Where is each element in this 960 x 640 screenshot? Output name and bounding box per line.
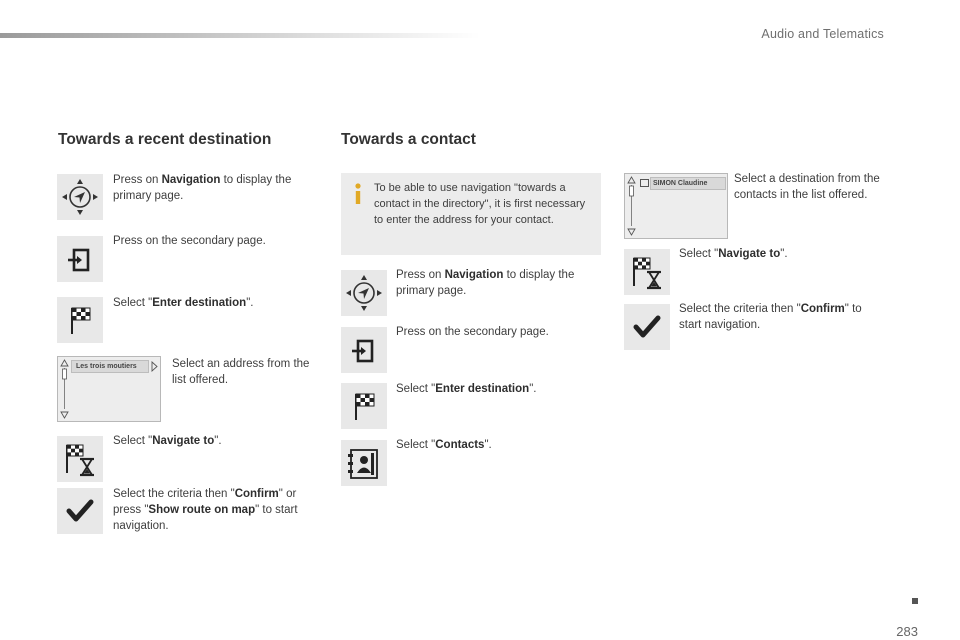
header-bar	[0, 33, 480, 38]
navigation-button-icon	[57, 174, 103, 220]
navigation-button-icon	[341, 270, 387, 316]
chevron-right-icon	[151, 361, 158, 372]
middle-step-4-text: Select "Contacts".	[396, 439, 492, 451]
address-list-screen	[57, 356, 161, 422]
info-icon	[353, 183, 363, 205]
page-marker	[912, 598, 918, 604]
navigate-to-icon	[624, 249, 670, 295]
page-number: 283	[896, 624, 918, 639]
contact-card-icon	[640, 179, 649, 187]
left-step-4-text: Select an address from the list offered.	[172, 358, 310, 386]
secondary-page-icon	[57, 236, 103, 282]
right-step-2-text: Select "Navigate to".	[679, 248, 788, 260]
address-list-item: Les trois moutiers	[71, 360, 149, 373]
destination-flag-icon	[57, 297, 103, 343]
left-step-6-text: Select the criteria then "Confirm" or press "Show route on map" to start navigation.	[113, 488, 298, 532]
middle-step-2-text: Press on the secondary page.	[396, 326, 549, 338]
destination-flag-icon	[341, 383, 387, 429]
middle-step-1-text: Press on Navigation to display the primary page.	[396, 269, 575, 297]
list-scrollbar-icon	[627, 176, 636, 236]
right-step-1-text: Select a destination from the contacts in the list offered.	[734, 173, 880, 201]
confirm-check-icon	[57, 488, 103, 534]
left-step-1-text: Press on Navigation to display the primary page.	[113, 174, 292, 202]
list-scrollbar-icon	[60, 359, 69, 419]
section-header-title: Audio and Telematics	[761, 27, 884, 41]
left-step-2-text: Press on the secondary page.	[113, 235, 266, 247]
info-note-text: To be able to use navigation "towards a contact in the directory", it is first necessary to enter the address for your contact.	[374, 182, 586, 226]
contact-list-item: SIMON Claudine	[650, 177, 726, 190]
confirm-check-icon	[624, 304, 670, 350]
middle-step-3-text: Select "Enter destination".	[396, 383, 537, 395]
section-title-recent: Towards a recent destination	[58, 131, 272, 148]
contacts-icon	[341, 440, 387, 486]
info-note	[341, 173, 601, 255]
secondary-page-icon	[341, 327, 387, 373]
contact-list-screen	[624, 173, 728, 239]
left-step-5-text: Select "Navigate to".	[113, 435, 222, 447]
navigate-to-icon	[57, 436, 103, 482]
section-title-contact: Towards a contact	[341, 131, 476, 148]
left-step-3-text: Select "Enter destination".	[113, 297, 254, 309]
right-step-3-text: Select the criteria then "Confirm" to start navigation.	[679, 303, 862, 331]
